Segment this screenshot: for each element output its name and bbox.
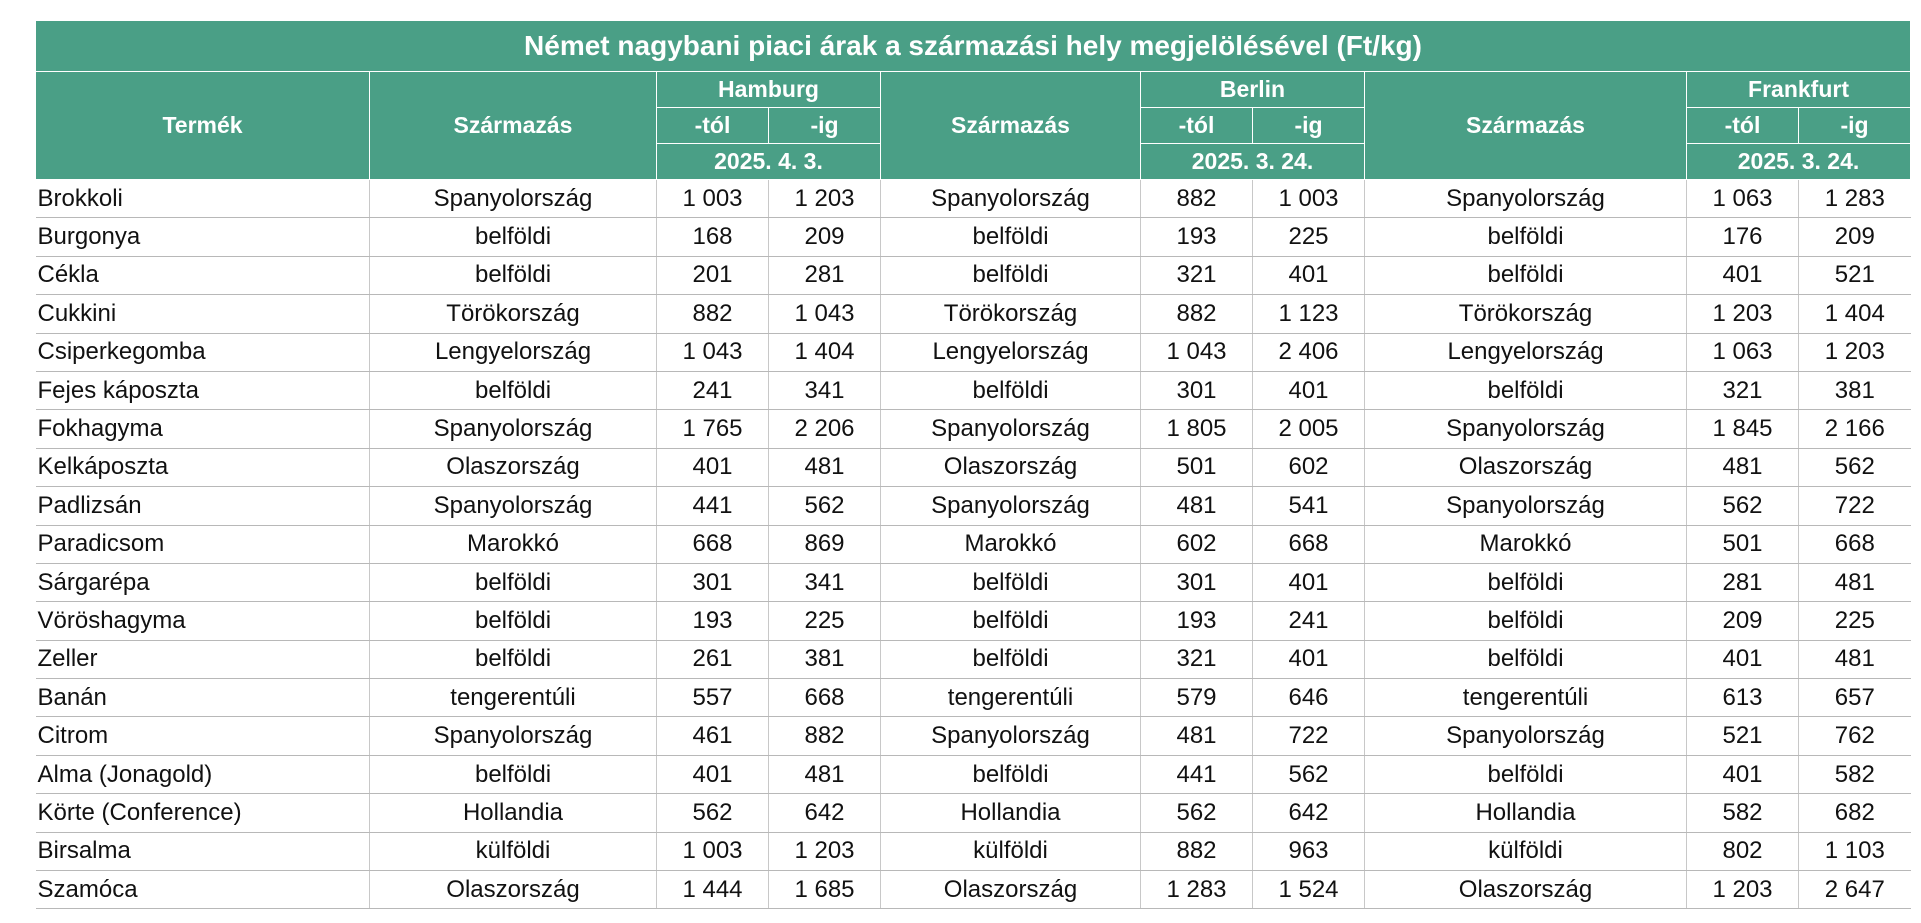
product-name: Kelkáposzta	[36, 448, 370, 486]
header-origin-berlin: Származás	[881, 72, 1141, 180]
origin-cell: Hollandia	[370, 794, 657, 832]
table-row	[36, 563, 1911, 601]
origin-cell: belföldi	[881, 256, 1141, 294]
origin-cell: belföldi	[1365, 371, 1687, 409]
price-to-cell: 1 003	[1253, 180, 1365, 218]
origin-cell: Marokkó	[370, 525, 657, 563]
origin-cell: Törökország	[370, 295, 657, 333]
price-to-cell: 1 043	[769, 295, 881, 333]
price-from-cell: 882	[657, 295, 769, 333]
price-from-cell: 882	[1141, 180, 1253, 218]
price-from-cell: 882	[1141, 295, 1253, 333]
header-date-berlin: 2025. 3. 24.	[1141, 144, 1365, 180]
product-name: Fokhagyma	[36, 410, 370, 448]
price-to-cell: 722	[1799, 487, 1911, 525]
price-to-cell: 401	[1253, 256, 1365, 294]
price-from-cell: 401	[1687, 640, 1799, 678]
price-to-cell: 341	[769, 563, 881, 601]
origin-cell: Törökország	[881, 295, 1141, 333]
origin-cell: Olaszország	[1365, 871, 1687, 909]
price-to-cell: 562	[1799, 448, 1911, 486]
price-to-cell: 668	[769, 679, 881, 717]
table-row	[36, 487, 1911, 525]
table-row	[36, 448, 1911, 486]
header-market-berlin: Berlin	[1141, 72, 1365, 108]
price-to-cell: 481	[769, 448, 881, 486]
price-to-cell: 1 203	[769, 180, 881, 218]
price-to-cell: 1 404	[1799, 295, 1911, 333]
product-name: Szamóca	[36, 871, 370, 909]
price-from-cell: 193	[657, 602, 769, 640]
price-to-cell: 381	[1799, 371, 1911, 409]
price-to-cell: 963	[1253, 832, 1365, 870]
header-to: -ig	[769, 108, 881, 144]
price-from-cell: 401	[1687, 256, 1799, 294]
table-row	[36, 371, 1911, 409]
price-from-cell: 301	[1141, 563, 1253, 601]
header-from: -tól	[1141, 108, 1253, 144]
price-to-cell: 481	[1799, 563, 1911, 601]
origin-cell: belföldi	[370, 256, 657, 294]
origin-cell: belföldi	[881, 640, 1141, 678]
price-from-cell: 281	[1687, 563, 1799, 601]
origin-cell: Spanyolország	[1365, 717, 1687, 755]
price-to-cell: 401	[1253, 640, 1365, 678]
origin-cell: Spanyolország	[881, 487, 1141, 525]
price-from-cell: 562	[657, 794, 769, 832]
product-name: Vöröshagyma	[36, 602, 370, 640]
header-to: -ig	[1799, 108, 1911, 144]
price-to-cell: 2 166	[1799, 410, 1911, 448]
origin-cell: Spanyolország	[370, 487, 657, 525]
table-header	[36, 21, 1911, 180]
table-row	[36, 256, 1911, 294]
origin-cell: belföldi	[370, 218, 657, 256]
price-to-cell: 2 005	[1253, 410, 1365, 448]
product-name: Zeller	[36, 640, 370, 678]
price-to-cell: 481	[769, 755, 881, 793]
table-row	[36, 180, 1911, 218]
price-from-cell: 501	[1141, 448, 1253, 486]
origin-cell: belföldi	[370, 640, 657, 678]
origin-cell: tengerentúli	[370, 679, 657, 717]
origin-cell: belföldi	[1365, 256, 1687, 294]
table-row	[36, 871, 1911, 909]
origin-cell: Lengyelország	[1365, 333, 1687, 371]
price-to-cell: 401	[1253, 371, 1365, 409]
origin-cell: Spanyolország	[881, 717, 1141, 755]
header-date-hamburg: 2025. 4. 3.	[657, 144, 881, 180]
price-from-cell: 802	[1687, 832, 1799, 870]
product-name: Csiperkegomba	[36, 333, 370, 371]
table-row	[36, 295, 1911, 333]
table-row	[36, 333, 1911, 371]
table-row	[36, 410, 1911, 448]
product-name: Citrom	[36, 717, 370, 755]
price-from-cell: 301	[1141, 371, 1253, 409]
price-from-cell: 168	[657, 218, 769, 256]
origin-cell: belföldi	[1365, 755, 1687, 793]
price-to-cell: 209	[769, 218, 881, 256]
price-from-cell: 562	[1141, 794, 1253, 832]
product-name: Banán	[36, 679, 370, 717]
header-date-frankfurt: 2025. 3. 24.	[1687, 144, 1911, 180]
price-from-cell: 321	[1141, 640, 1253, 678]
table-title: Német nagybani piaci árak a származási hely megjelölésével (Ft/kg)	[36, 21, 1911, 72]
price-from-cell: 401	[1687, 755, 1799, 793]
origin-cell: belföldi	[1365, 602, 1687, 640]
price-to-cell: 668	[1799, 525, 1911, 563]
price-to-cell: 1 123	[1253, 295, 1365, 333]
table-body	[36, 180, 1911, 909]
price-from-cell: 401	[657, 448, 769, 486]
price-from-cell: 602	[1141, 525, 1253, 563]
product-name: Burgonya	[36, 218, 370, 256]
origin-cell: Olaszország	[370, 448, 657, 486]
price-from-cell: 321	[1687, 371, 1799, 409]
price-from-cell: 401	[657, 755, 769, 793]
origin-cell: belföldi	[881, 218, 1141, 256]
table-row	[36, 602, 1911, 640]
origin-cell: belföldi	[881, 602, 1141, 640]
price-from-cell: 241	[657, 371, 769, 409]
price-from-cell: 193	[1141, 218, 1253, 256]
header-from: -tól	[1687, 108, 1799, 144]
price-to-cell: 1 404	[769, 333, 881, 371]
origin-cell: Spanyolország	[1365, 487, 1687, 525]
price-from-cell: 481	[1141, 717, 1253, 755]
price-to-cell: 225	[1253, 218, 1365, 256]
price-from-cell: 481	[1141, 487, 1253, 525]
price-to-cell: 682	[1799, 794, 1911, 832]
table-row	[36, 679, 1911, 717]
header-origin-hamburg: Származás	[370, 72, 657, 180]
product-name: Cékla	[36, 256, 370, 294]
table-row	[36, 525, 1911, 563]
price-to-cell: 2 406	[1253, 333, 1365, 371]
header-market-frankfurt: Frankfurt	[1687, 72, 1911, 108]
price-from-cell: 176	[1687, 218, 1799, 256]
price-from-cell: 1 765	[657, 410, 769, 448]
price-from-cell: 1 203	[1687, 871, 1799, 909]
table-row	[36, 755, 1911, 793]
price-to-cell: 1 524	[1253, 871, 1365, 909]
price-from-cell: 461	[657, 717, 769, 755]
product-name: Birsalma	[36, 832, 370, 870]
header-from: -tól	[657, 108, 769, 144]
product-name: Paradicsom	[36, 525, 370, 563]
table-row	[36, 832, 1911, 870]
origin-cell: Olaszország	[1365, 448, 1687, 486]
origin-cell: Spanyolország	[881, 410, 1141, 448]
price-to-cell: 481	[1799, 640, 1911, 678]
product-name: Alma (Jonagold)	[36, 755, 370, 793]
price-to-cell: 1 203	[1799, 333, 1911, 371]
table-row	[36, 640, 1911, 678]
price-from-cell: 579	[1141, 679, 1253, 717]
origin-cell: Spanyolország	[1365, 180, 1687, 218]
price-to-cell: 762	[1799, 717, 1911, 755]
header-to: -ig	[1253, 108, 1365, 144]
price-from-cell: 201	[657, 256, 769, 294]
price-from-cell: 1 444	[657, 871, 769, 909]
price-to-cell: 209	[1799, 218, 1911, 256]
price-from-cell: 668	[657, 525, 769, 563]
price-from-cell: 582	[1687, 794, 1799, 832]
table-row	[36, 717, 1911, 755]
origin-cell: Lengyelország	[881, 333, 1141, 371]
price-to-cell: 281	[769, 256, 881, 294]
origin-cell: külföldi	[881, 832, 1141, 870]
price-to-cell: 241	[1253, 602, 1365, 640]
price-to-cell: 381	[769, 640, 881, 678]
price-from-cell: 521	[1687, 717, 1799, 755]
origin-cell: belföldi	[1365, 640, 1687, 678]
price-from-cell: 481	[1687, 448, 1799, 486]
price-from-cell: 1 043	[657, 333, 769, 371]
price-from-cell: 613	[1687, 679, 1799, 717]
origin-cell: Spanyolország	[370, 717, 657, 755]
price-to-cell: 1 203	[769, 832, 881, 870]
header-market-hamburg: Hamburg	[657, 72, 881, 108]
price-from-cell: 1 805	[1141, 410, 1253, 448]
price-to-cell: 541	[1253, 487, 1365, 525]
price-to-cell: 562	[1253, 755, 1365, 793]
price-from-cell: 1 063	[1687, 180, 1799, 218]
origin-cell: külföldi	[1365, 832, 1687, 870]
product-name: Körte (Conference)	[36, 794, 370, 832]
product-name: Padlizsán	[36, 487, 370, 525]
price-to-cell: 225	[1799, 602, 1911, 640]
price-from-cell: 501	[1687, 525, 1799, 563]
price-from-cell: 261	[657, 640, 769, 678]
price-from-cell: 301	[657, 563, 769, 601]
price-from-cell: 1 203	[1687, 295, 1799, 333]
origin-cell: belföldi	[1365, 218, 1687, 256]
origin-cell: Lengyelország	[370, 333, 657, 371]
price-to-cell: 869	[769, 525, 881, 563]
price-to-cell: 642	[1253, 794, 1365, 832]
product-name: Brokkoli	[36, 180, 370, 218]
price-from-cell: 441	[657, 487, 769, 525]
price-from-cell: 562	[1687, 487, 1799, 525]
origin-cell: belföldi	[370, 371, 657, 409]
price-to-cell: 401	[1253, 563, 1365, 601]
price-from-cell: 441	[1141, 755, 1253, 793]
price-table-container	[35, 20, 1885, 909]
origin-cell: Spanyolország	[881, 180, 1141, 218]
price-from-cell: 1 043	[1141, 333, 1253, 371]
price-from-cell: 557	[657, 679, 769, 717]
price-to-cell: 562	[769, 487, 881, 525]
table-row	[36, 218, 1911, 256]
price-from-cell: 882	[1141, 832, 1253, 870]
price-to-cell: 2 647	[1799, 871, 1911, 909]
price-table	[35, 20, 1911, 909]
origin-cell: Marokkó	[1365, 525, 1687, 563]
price-to-cell: 642	[769, 794, 881, 832]
product-name: Cukkini	[36, 295, 370, 333]
product-name: Fejes káposzta	[36, 371, 370, 409]
origin-cell: belföldi	[370, 755, 657, 793]
origin-cell: belföldi	[1365, 563, 1687, 601]
price-from-cell: 209	[1687, 602, 1799, 640]
origin-cell: belföldi	[370, 563, 657, 601]
price-from-cell: 1 063	[1687, 333, 1799, 371]
price-to-cell: 1 103	[1799, 832, 1911, 870]
product-name: Sárgarépa	[36, 563, 370, 601]
origin-cell: külföldi	[370, 832, 657, 870]
origin-cell: belföldi	[881, 755, 1141, 793]
origin-cell: belföldi	[881, 563, 1141, 601]
price-to-cell: 1 685	[769, 871, 881, 909]
header-origin-frankfurt: Származás	[1365, 72, 1687, 180]
price-to-cell: 341	[769, 371, 881, 409]
price-from-cell: 1 003	[657, 180, 769, 218]
price-to-cell: 2 206	[769, 410, 881, 448]
price-to-cell: 602	[1253, 448, 1365, 486]
price-to-cell: 582	[1799, 755, 1911, 793]
origin-cell: belföldi	[881, 371, 1141, 409]
price-to-cell: 225	[769, 602, 881, 640]
price-to-cell: 657	[1799, 679, 1911, 717]
origin-cell: Olaszország	[881, 448, 1141, 486]
price-from-cell: 1 003	[657, 832, 769, 870]
origin-cell: tengerentúli	[1365, 679, 1687, 717]
origin-cell: Hollandia	[881, 794, 1141, 832]
table-row	[36, 794, 1911, 832]
price-to-cell: 646	[1253, 679, 1365, 717]
price-to-cell: 722	[1253, 717, 1365, 755]
price-from-cell: 193	[1141, 602, 1253, 640]
origin-cell: Hollandia	[1365, 794, 1687, 832]
origin-cell: tengerentúli	[881, 679, 1141, 717]
origin-cell: Marokkó	[881, 525, 1141, 563]
origin-cell: Olaszország	[370, 871, 657, 909]
price-to-cell: 668	[1253, 525, 1365, 563]
origin-cell: Spanyolország	[1365, 410, 1687, 448]
price-from-cell: 1 283	[1141, 871, 1253, 909]
origin-cell: Törökország	[1365, 295, 1687, 333]
origin-cell: Olaszország	[881, 871, 1141, 909]
price-from-cell: 1 845	[1687, 410, 1799, 448]
price-from-cell: 321	[1141, 256, 1253, 294]
price-to-cell: 882	[769, 717, 881, 755]
origin-cell: belföldi	[370, 602, 657, 640]
price-to-cell: 1 283	[1799, 180, 1911, 218]
header-product: Termék	[36, 72, 370, 180]
price-to-cell: 521	[1799, 256, 1911, 294]
origin-cell: Spanyolország	[370, 410, 657, 448]
origin-cell: Spanyolország	[370, 180, 657, 218]
